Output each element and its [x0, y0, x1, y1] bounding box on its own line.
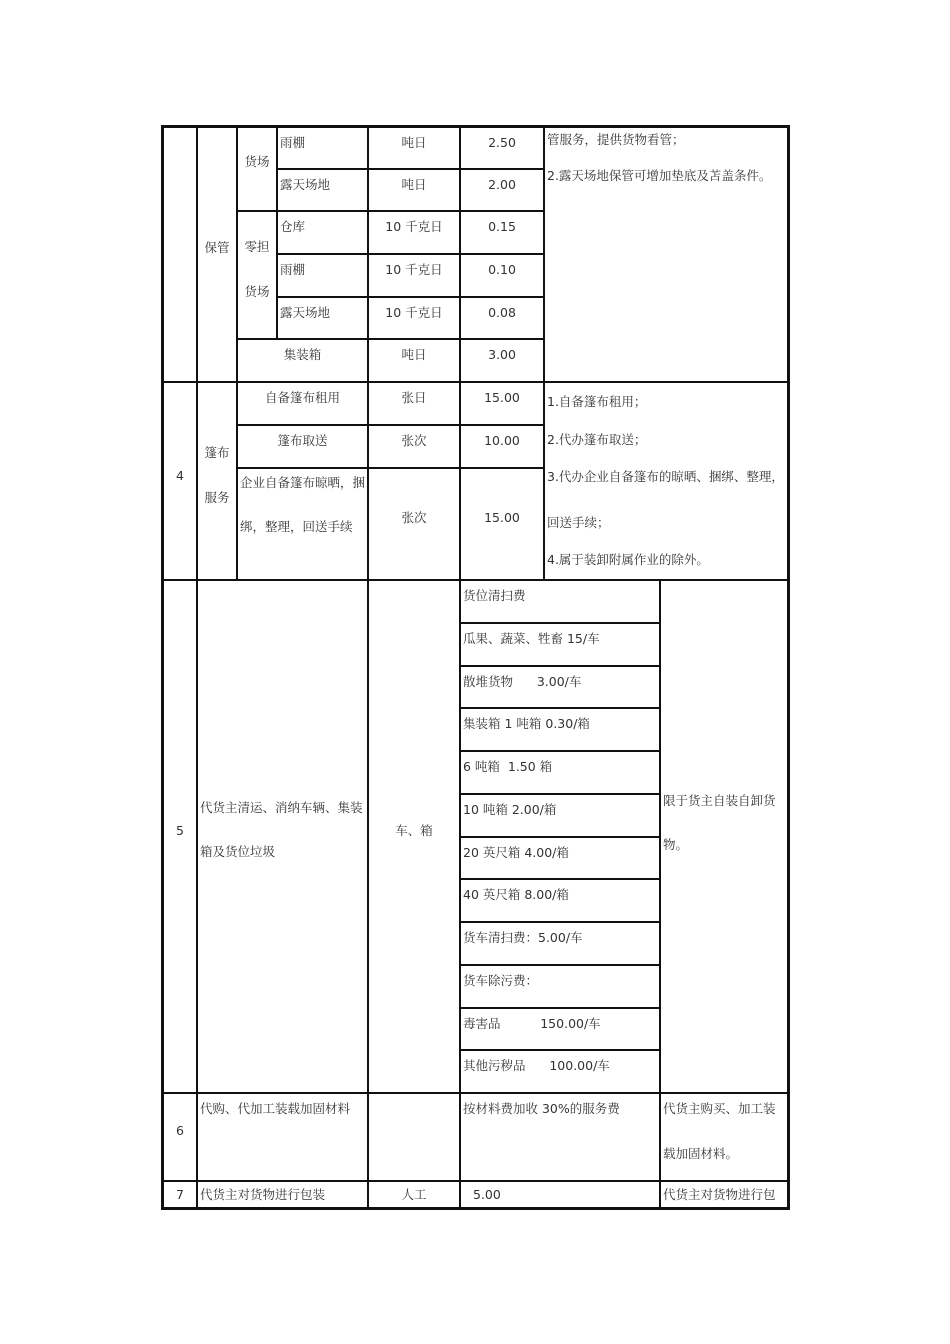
tarp-unit: 张次 [368, 468, 460, 580]
note-line: 管服务，提供货物看管； [547, 132, 685, 147]
note-line: 回送手续； [547, 514, 610, 530]
clean-fee-item: 6 吨箱 1.50 箱 [460, 751, 660, 794]
note-line: 2.代办篷布取送； [547, 431, 647, 447]
clean-fee-item: 货位清扫费 [460, 580, 660, 623]
yard-label: 货场 [237, 127, 277, 211]
storage-price: 3.00 [460, 339, 544, 382]
clean-fee-item: 散堆货物 3.00/车 [460, 666, 660, 709]
tarp-item: 篷布取送 [237, 425, 368, 468]
storage-price: 2.50 [460, 127, 544, 169]
material-fee: 按材料费加收 30%的服务费 [460, 1093, 660, 1181]
note-line: 4.属于装卸附属作业的除外。 [547, 552, 709, 567]
clean-fee-item: 货车除污费： [460, 965, 660, 1008]
clean-unit: 车、箱 [368, 580, 460, 1093]
storage-unit: 10 千克日 [368, 297, 460, 339]
tarp-price: 15.00 [460, 382, 544, 425]
row-number: 5 [163, 580, 197, 1093]
tarp-category: 篷布 服务 [197, 382, 237, 580]
storage-unit: 10 千克日 [368, 211, 460, 254]
storage-unit: 吨日 [368, 339, 460, 382]
clean-fee-item: 40 英尺箱 8.00/箱 [460, 879, 660, 922]
clean-fee-item: 10 吨箱 2.00/箱 [460, 794, 660, 837]
material-item: 代购、代加工装载加固材料 [197, 1093, 368, 1181]
pack-item: 代货主对货物进行包装 [197, 1181, 368, 1208]
row-number-cell [163, 127, 197, 382]
clean-note: 限于货主自装自卸货 物。 [660, 580, 788, 1093]
tarp-price: 10.00 [460, 425, 544, 468]
clean-fee-item: 货车清扫费：5.00/车 [460, 922, 660, 965]
clean-fee-item: 毒害品 150.00/车 [460, 1008, 660, 1051]
storage-item: 仓库 [277, 211, 368, 254]
note-line: 3.代办企业自备篷布的晾晒、捆绑、整理， [547, 469, 784, 484]
note-line: 2.露天场地保管可增加垫底及苫盖条件。 [547, 168, 772, 183]
material-note: 代货主购买、加工装 载加固材料。 [660, 1093, 788, 1181]
note-line: 1.自备篷布租用； [547, 394, 647, 409]
tarp-notes [544, 382, 788, 580]
tarp-unit: 张次 [368, 425, 460, 468]
clean-fee-item: 瓜果、蔬菜、牲畜 15/车 [460, 623, 660, 666]
clean-fee-item: 20 英尺箱 4.00/箱 [460, 837, 660, 880]
lcl-yard-label: 零担 货场 [237, 211, 277, 339]
storage-item: 露天场地 [277, 169, 368, 211]
storage-price: 0.08 [460, 297, 544, 339]
pack-price: 5.00 [460, 1181, 660, 1208]
storage-unit: 吨日 [368, 127, 460, 169]
tarp-unit: 张日 [368, 382, 460, 425]
clean-fee-item: 其他污秽品 100.00/车 [460, 1050, 660, 1093]
storage-notes [544, 127, 788, 382]
storage-unit: 吨日 [368, 169, 460, 211]
row-number: 4 [163, 382, 197, 580]
clean-item: 代货主清运、消纳车辆、集装 箱及货位垃圾 [197, 580, 368, 1093]
row-number: 6 [163, 1093, 197, 1181]
storage-item: 雨棚 [277, 127, 368, 169]
pack-unit: 人工 [368, 1181, 460, 1208]
tarp-item: 企业自备篷布晾晒，捆 绑，整理，回送手续 [237, 468, 368, 580]
tarp-price: 15.00 [460, 468, 544, 580]
storage-price: 0.10 [460, 254, 544, 297]
material-unit [368, 1093, 460, 1181]
clean-fee-item: 集装箱 1 吨箱 0.30/箱 [460, 708, 660, 751]
storage-item: 雨棚 [277, 254, 368, 297]
storage-price: 2.00 [460, 169, 544, 211]
storage-unit: 10 千克日 [368, 254, 460, 297]
tarp-item: 自备篷布租用 [237, 382, 368, 425]
storage-price: 0.15 [460, 211, 544, 254]
storage-item: 集装箱 [237, 339, 368, 382]
storage-category: 保管 [197, 127, 237, 382]
storage-item: 露天场地 [277, 297, 368, 339]
row-number: 7 [163, 1181, 197, 1208]
pack-note: 代货主对货物进行包 [660, 1181, 788, 1208]
